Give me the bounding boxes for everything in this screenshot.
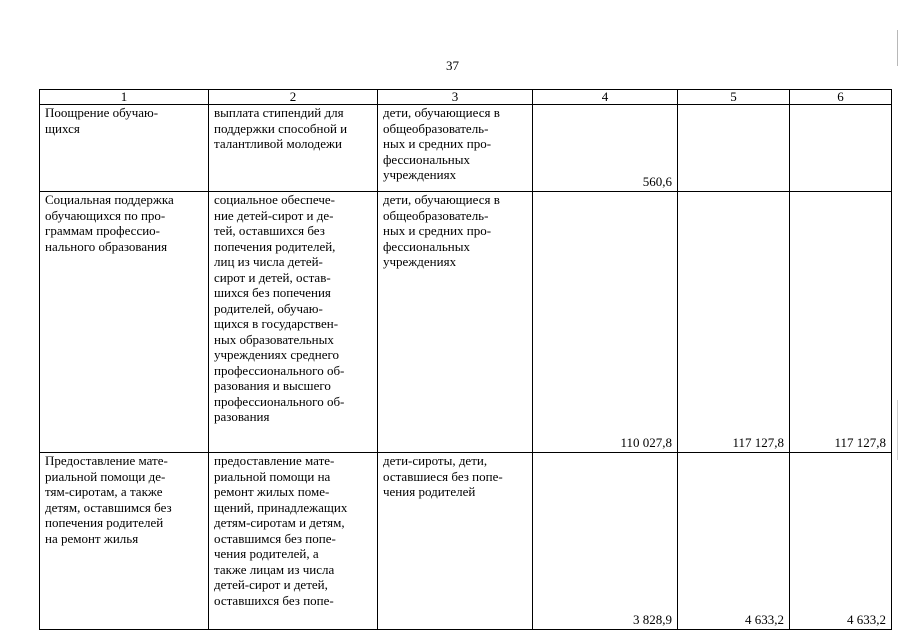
column-header: 1 — [40, 90, 209, 105]
value-cell-col6 — [790, 105, 892, 192]
content-cell: выплата стипендий для поддержки способной и талантливой молодежи — [209, 105, 378, 192]
scan-edge-line — [897, 30, 898, 66]
column-header: 4 — [533, 90, 678, 105]
column-header: 5 — [678, 90, 790, 105]
value-cell-col6: 117 127,8 — [790, 192, 892, 453]
table-header-row — [40, 90, 892, 105]
page-number: 37 — [446, 58, 459, 73]
measure-cell: Поощрение обучаю- щихся — [40, 105, 209, 192]
recipients-cell: дети, обучающиеся в общеобразователь- ных и средних про- фессиональных учреждениях — [378, 192, 533, 453]
measure-cell: Предоставление мате- риальной помощи де- тям-сиротам, а также детям, оставшимся без попечения родителей на ремонт жилья — [40, 453, 209, 630]
content-cell: предоставление мате- риальной помощи на ремонт жилых поме- щений, принадлежащих детям-сиротам и детям, оставшимся без попе- чения родителей, а также лицам из числа детей-сирот и детей, оставшихся без попе- — [209, 453, 378, 630]
column-header: 2 — [209, 90, 378, 105]
value-cell-col5 — [678, 105, 790, 192]
table-row — [40, 453, 892, 630]
value-cell-col4: 3 828,9 — [533, 453, 678, 630]
budget-table — [39, 89, 892, 630]
content-cell: социальное обеспече- ние детей-сирот и де- тей, оставшихся без попечения родителей, лиц из числа детей- сирот и детей, остав- шихся без попечения родителей, обучаю- щихся в государствен- ных образовательных учреждениях среднего профессионального об- разования и высшего профессионального об- разования — [209, 192, 378, 453]
column-header: 3 — [378, 90, 533, 105]
scan-edge-line — [897, 400, 898, 460]
recipients-cell: дети-сироты, дети, оставшиеся без попе- чения родителей — [378, 453, 533, 630]
value-cell-col4: 110 027,8 — [533, 192, 678, 453]
value-cell-col5: 117 127,8 — [678, 192, 790, 453]
recipients-cell: дети, обучающиеся в общеобразователь- ных и средних про- фессиональных учреждениях — [378, 105, 533, 192]
measure-cell: Социальная поддержка обучающихся по про- граммам профессио- нального образования — [40, 192, 209, 453]
value-cell-col4: 560,6 — [533, 105, 678, 192]
value-cell-col6: 4 633,2 — [790, 453, 892, 630]
value-cell-col5: 4 633,2 — [678, 453, 790, 630]
table-row — [40, 192, 892, 453]
column-header: 6 — [790, 90, 892, 105]
table-row — [40, 105, 892, 192]
